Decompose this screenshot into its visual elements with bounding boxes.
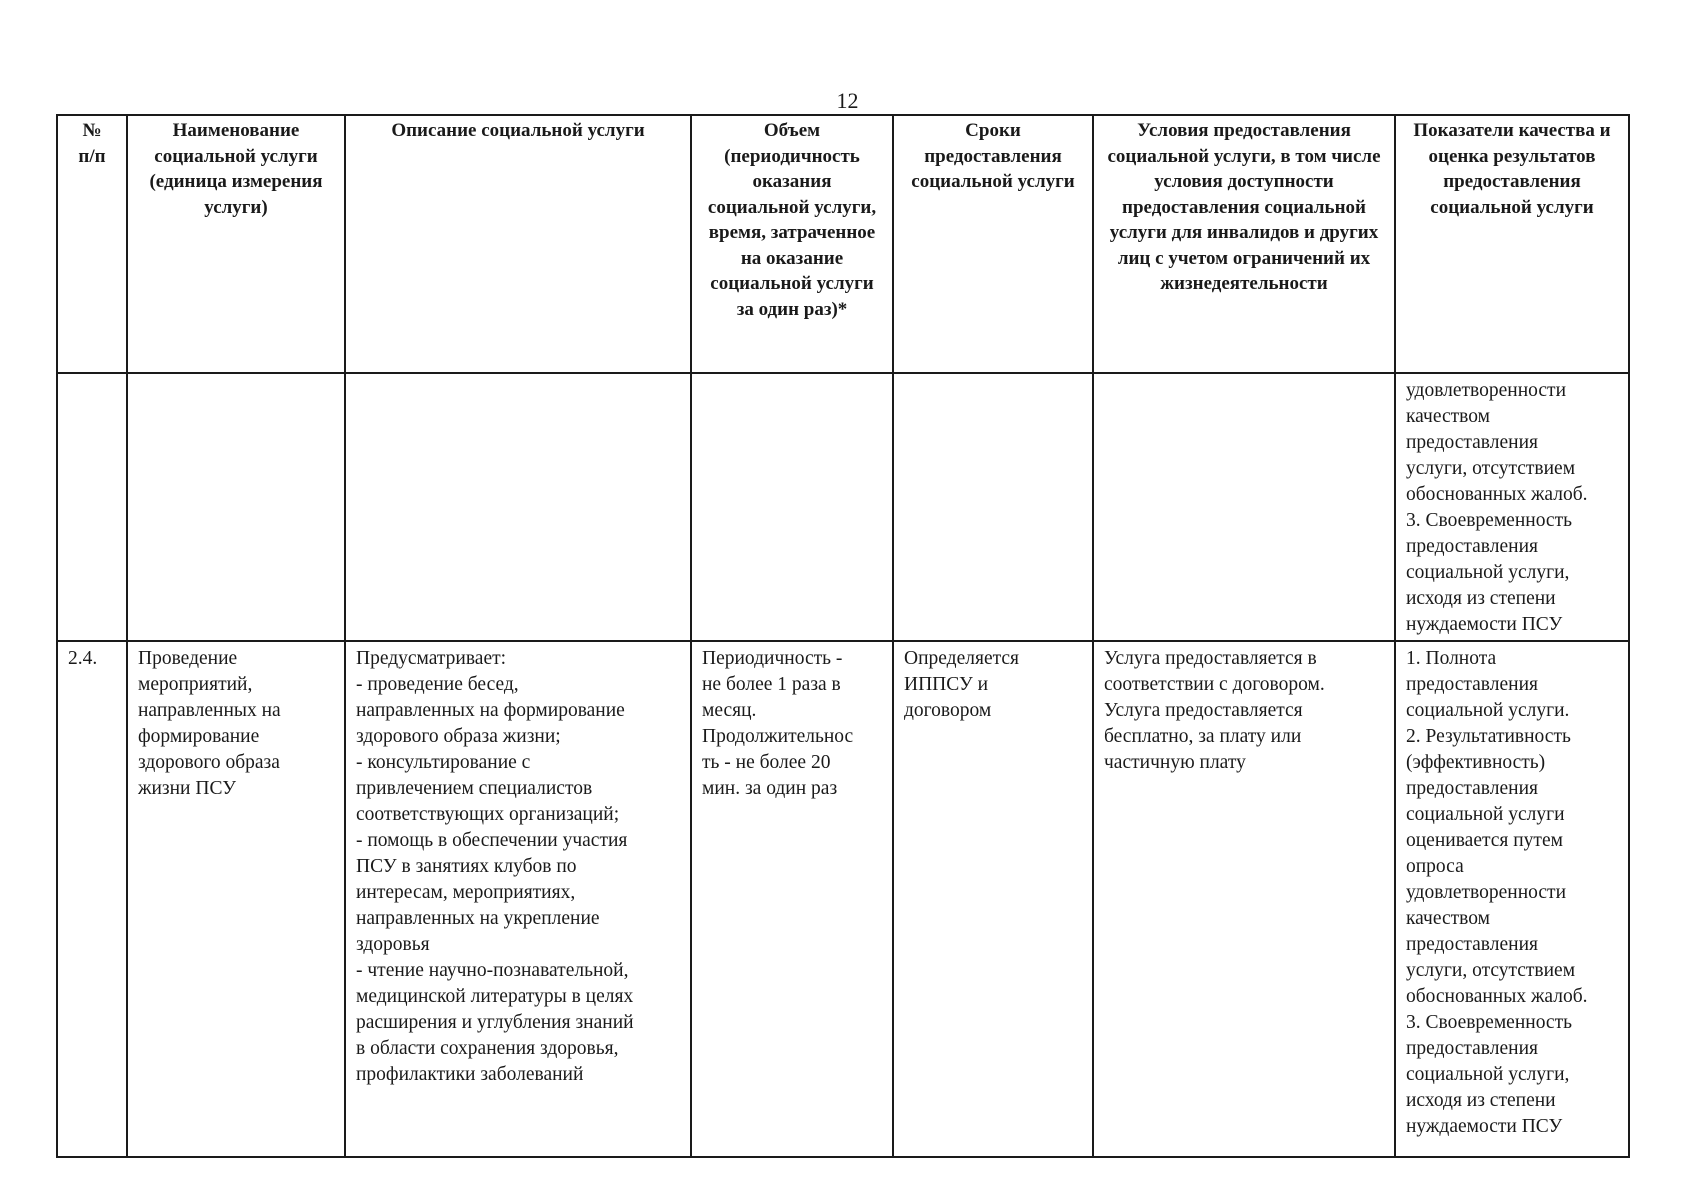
header-description: Описание социальной услуги	[345, 115, 691, 373]
cell-quality-continuation: удовлетворенности качеством предоставления услуги, отсутствием обоснованных жалоб. 3. Своевременность предоставления социальной услуги, исходя из степени нуждаемости ПСУ	[1395, 373, 1629, 641]
cell-conditions: Услуга предоставляется в соответствии с договором. Услуга предоставляется бесплатно, за плату или частичную плату	[1093, 641, 1395, 1157]
cell-empty	[893, 373, 1093, 641]
header-number: № п/п	[57, 115, 127, 373]
header-service-name: Наименование социальной услуги (единица измерения услуги)	[127, 115, 345, 373]
header-conditions: Условия предоставления социальной услуги, в том числе условия доступности предоставления социальной услуги для инвалидов и других лиц с учетом ограничений их жизнедеятельности	[1093, 115, 1395, 373]
social-services-table	[56, 114, 1630, 1158]
cell-quality: 1. Полнота предоставления социальной услуги. 2. Результативность (эффективность) предоставления социальной услуги оценивается путем опроса удовлетворенности качеством предоставления услуги, отсутствием обоснованных жалоб. 3. Своевременность предоставления социальной услуги, исходя из степени нуждаемости ПСУ	[1395, 641, 1629, 1157]
page-number: 12	[836, 88, 859, 113]
cell-number: 2.4.	[57, 641, 127, 1157]
cell-description: Предусматривает: - проведение бесед, направленных на формирование здорового образа жизни; - консультирование с привлечением специалистов соответствующих организаций; - помощь в обеспечении участия ПСУ в занятиях клубов по интересам, мероприятиях, направленных на укрепление здоровья - чтение научно-познавательной, медицинской литературы в целях расширения и углубления знаний в области сохранения здоровья, профилактики заболеваний	[345, 641, 691, 1157]
table-header-row	[57, 115, 1629, 373]
cell-empty	[345, 373, 691, 641]
table-row-2-4	[57, 641, 1629, 1157]
cell-empty	[1093, 373, 1395, 641]
cell-empty	[127, 373, 345, 641]
cell-volume: Периодичность - не более 1 раза в месяц. Продолжительнос ть - не более 20 мин. за один раз	[691, 641, 893, 1157]
cell-service-name: Проведение мероприятий, направленных на формирование здорового образа жизни ПСУ	[127, 641, 345, 1157]
cell-empty	[57, 373, 127, 641]
header-terms: Сроки предоставления социальной услуги	[893, 115, 1093, 373]
cell-empty	[691, 373, 893, 641]
cell-terms: Определяется ИППСУ и договором	[893, 641, 1093, 1157]
header-quality: Показатели качества и оценка результатов предоставления социальной услуги	[1395, 115, 1629, 373]
table-row-continuation	[57, 373, 1629, 641]
header-volume: Объем (периодичность оказания социальной услуги, время, затраченное на оказание социальной услуги за один раз)*	[691, 115, 893, 373]
